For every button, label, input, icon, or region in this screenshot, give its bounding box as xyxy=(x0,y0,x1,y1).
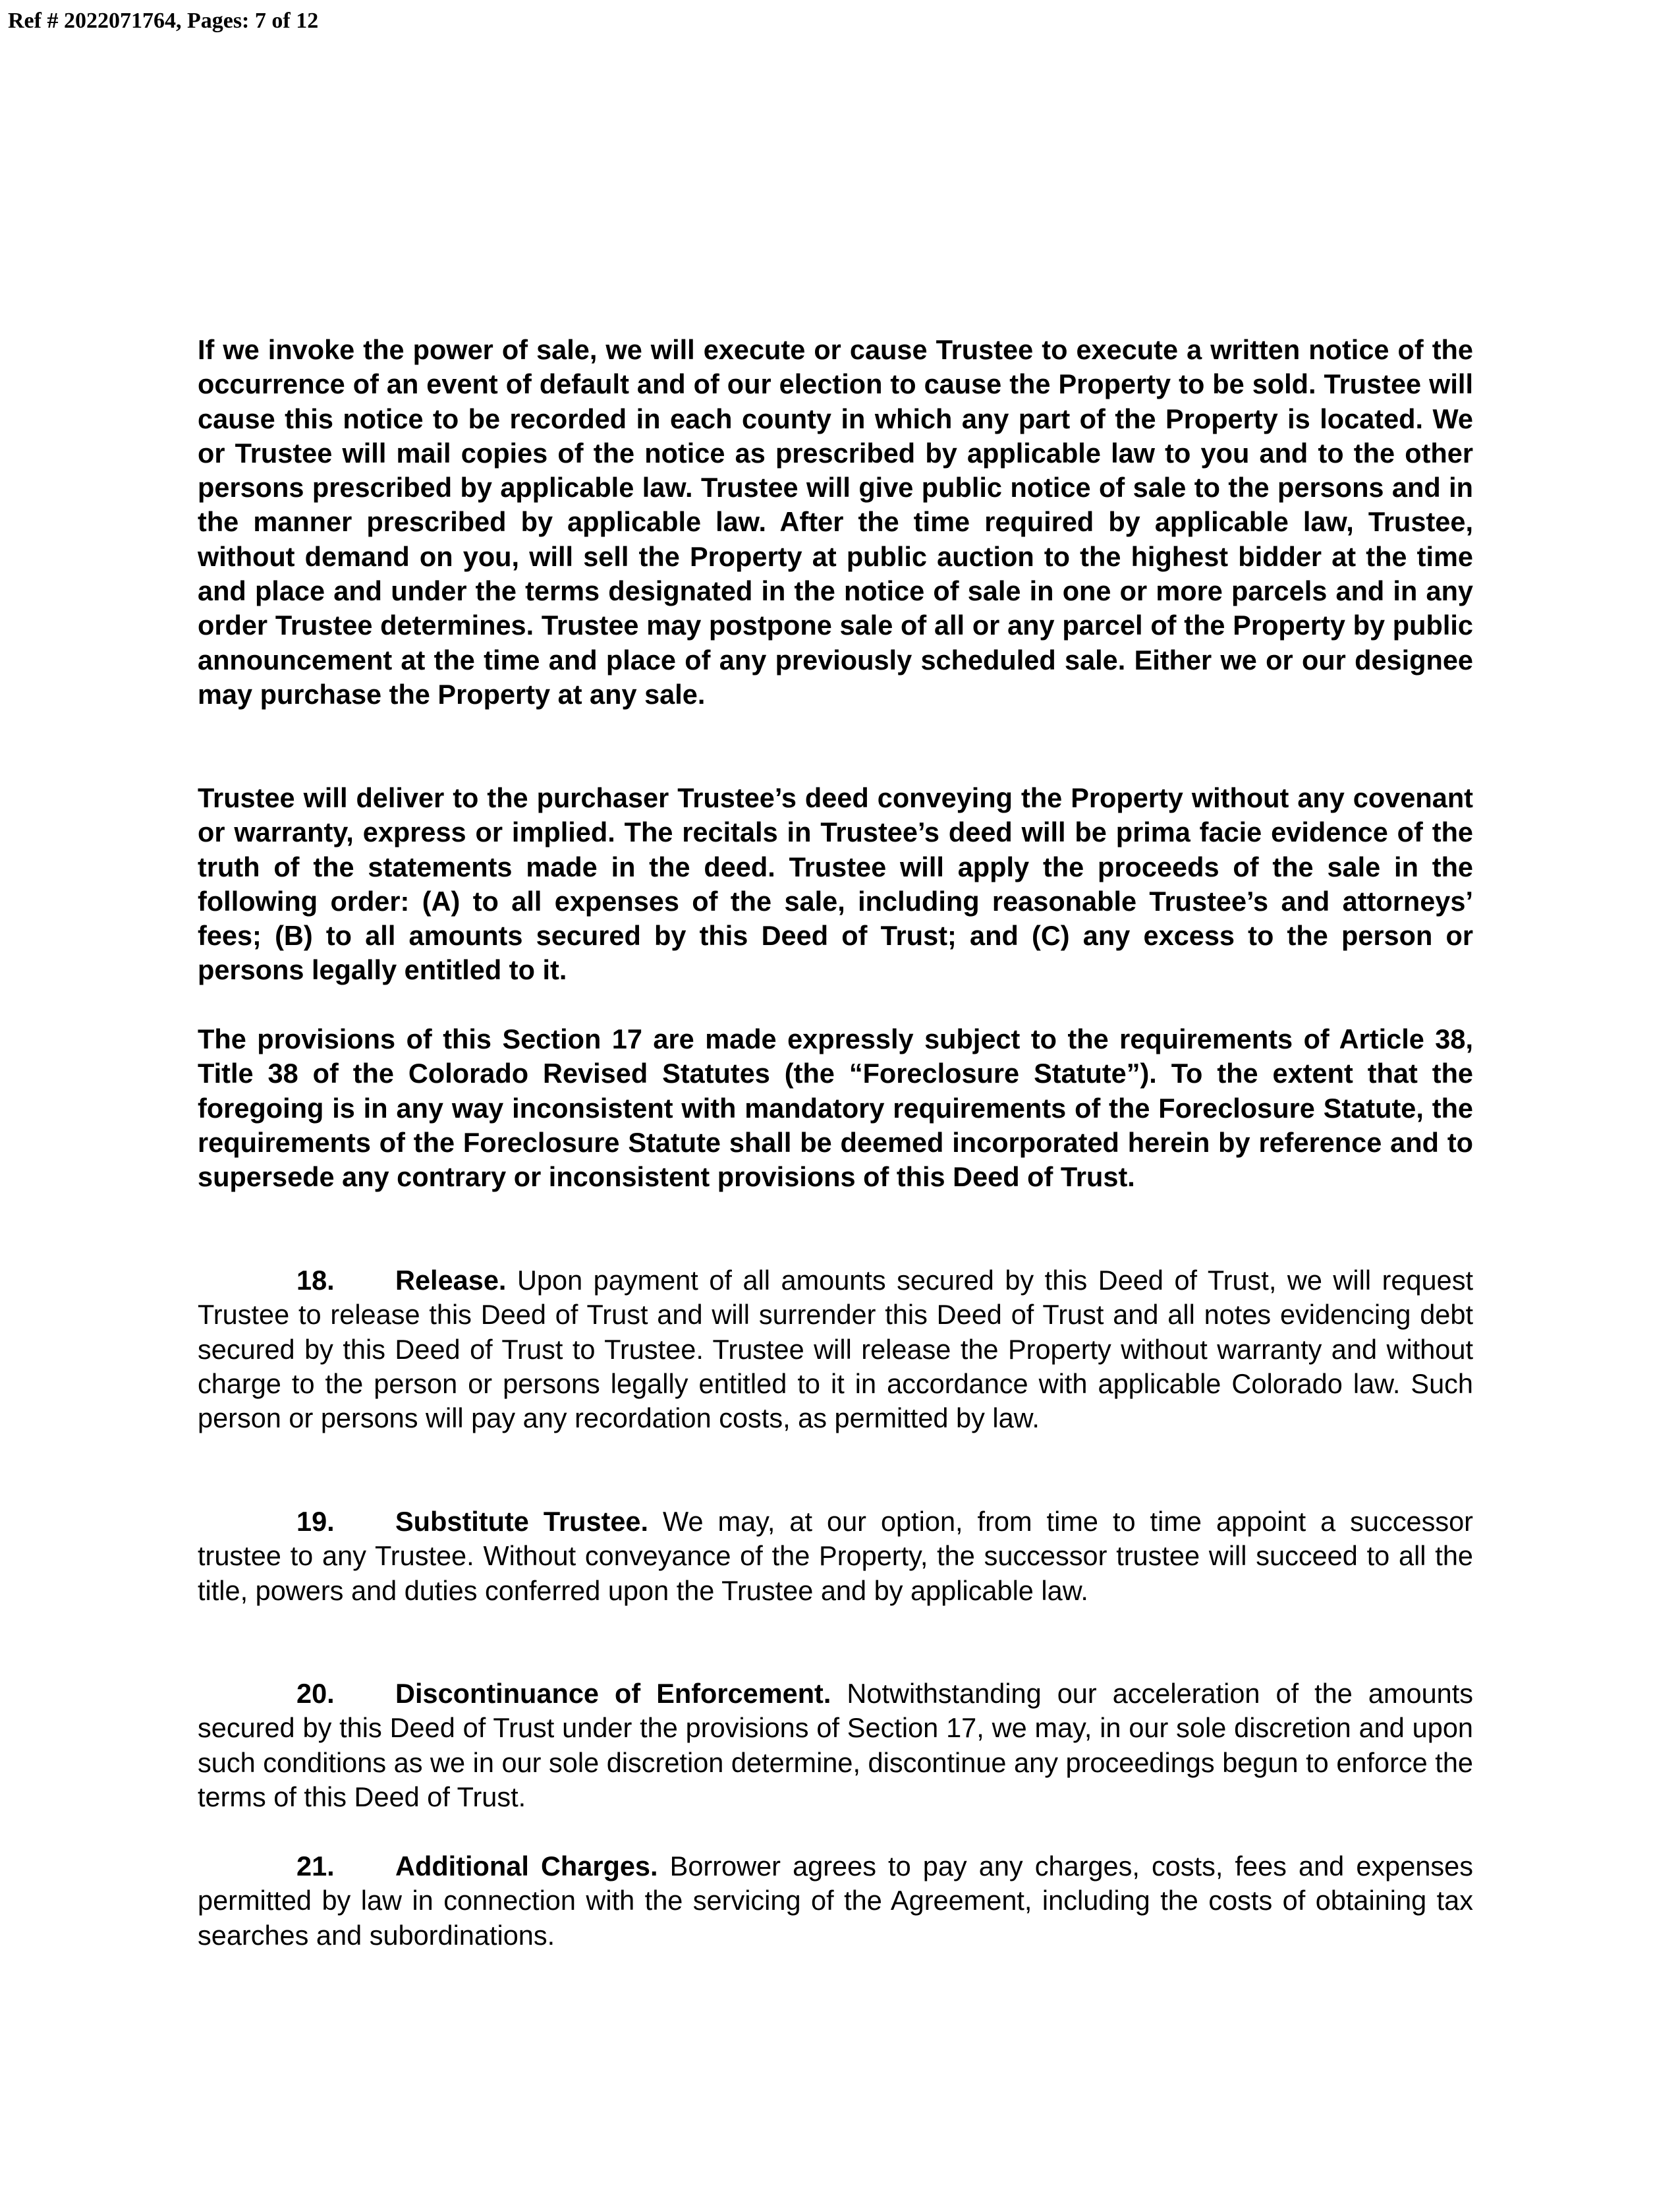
trustee-deed-paragraph: Trustee will deliver to the purchaser Trustee’s deed conveying the Property without any covenant or warranty, express or implied. The recitals in Trustee’s deed will be prima facie evidence of the truth of the statements made in the deed. Trustee will apply the proceeds of the sale in the following order: (A) to all expenses of the sale, including reasonable Trustee’s and attorneys’ fees; (B) to all amounts secured by this Deed of Trust; and (C) any excess to the person or persons legally entitled to it. xyxy=(198,782,1473,986)
section-19-substitute-trustee xyxy=(198,1505,1473,1608)
section-title: Release. xyxy=(395,1265,507,1296)
section-number: 18. xyxy=(296,1265,335,1296)
section-body: Borrower agrees to pay any charges, costs, fees and expenses permitted by law in connection with the servicing of the Agreement, including the costs of obtaining tax searches and subordinations. xyxy=(198,1851,1473,1951)
section-title: Discontinuance of Enforcement. xyxy=(395,1678,831,1709)
section-number: 20. xyxy=(296,1678,335,1709)
section-body: We may, at our option, from time to time appoint a successor trustee to any Trustee. Without conveyance of the Property, the successor trustee will succeed to all the title, powers and duties conferred upon the Trustee and by applicable law. xyxy=(198,1506,1473,1606)
section-body: Upon payment of all amounts secured by this Deed of Trust, we will request Trustee to release this Deed of Trust and will surrender this Deed of Trust and all notes evidencing debt secured by this Deed of Trust to Trustee. Trustee will release the Property without warranty and without charge to the person or persons legally entitled to it in accordance with applicable Colorado law. Such person or persons will pay any recordation costs, as permitted by law. xyxy=(198,1265,1473,1434)
foreclosure-statute-paragraph: The provisions of this Section 17 are made expressly subject to the requirements of Article 38, Title 38 of the Colorado Revised Statutes (the “Foreclosure Statute”). To the extent that the foregoing is in any way inconsistent with mandatory requirements of the Foreclosure Statute, the requirements of the Foreclosure Statute shall be deemed incorporated herein by reference and to supersede any contrary or inconsistent provisions of this Deed of Trust. xyxy=(198,1023,1473,1193)
section-number: 19. xyxy=(296,1506,335,1537)
section-body: Notwithstanding our acceleration of the amounts secured by this Deed of Trust under the provisions of Section 17, we may, in our sole discretion and upon such conditions as we in our sole discretion determine, discontinue any proceedings begun to enforce the terms of this Deed of Trust. xyxy=(198,1678,1474,1812)
section-title: Additional Charges. xyxy=(395,1851,658,1881)
section-18-release xyxy=(198,1263,1473,1435)
section-20-discontinuance xyxy=(198,1677,1473,1814)
document-reference-header: Ref # 2022071764, Pages: 7 of 12 xyxy=(8,9,319,33)
section-number: 21. xyxy=(296,1851,335,1881)
section-title: Substitute Trustee. xyxy=(395,1506,649,1537)
power-of-sale-paragraph: If we invoke the power of sale, we will execute or cause Trustee to execute a written notice of the occurrence of an event of default and of our election to cause the Property to be sold. Trustee will cause this notice to be recorded in each county in which any part of the Property is located. We or Trustee will mail copies of the notice as prescribed by applicable law to you and to the other persons prescribed by applicable law. Trustee will give public notice of sale to the persons and in the manner prescribed by applicable law. After the time required by applicable law, Trustee, without demand on you, will sell the Property at public auction to the highest bidder at the time and place and under the terms designated in the notice of sale in one or more parcels and in any order Trustee determines. Trustee may postpone sale of all or any parcel of the Property by public announcement at the time and place of any previously scheduled sale. Either we or our designee may purchase the Property at any sale. xyxy=(198,334,1473,710)
section-21-additional-charges xyxy=(198,1849,1473,1953)
